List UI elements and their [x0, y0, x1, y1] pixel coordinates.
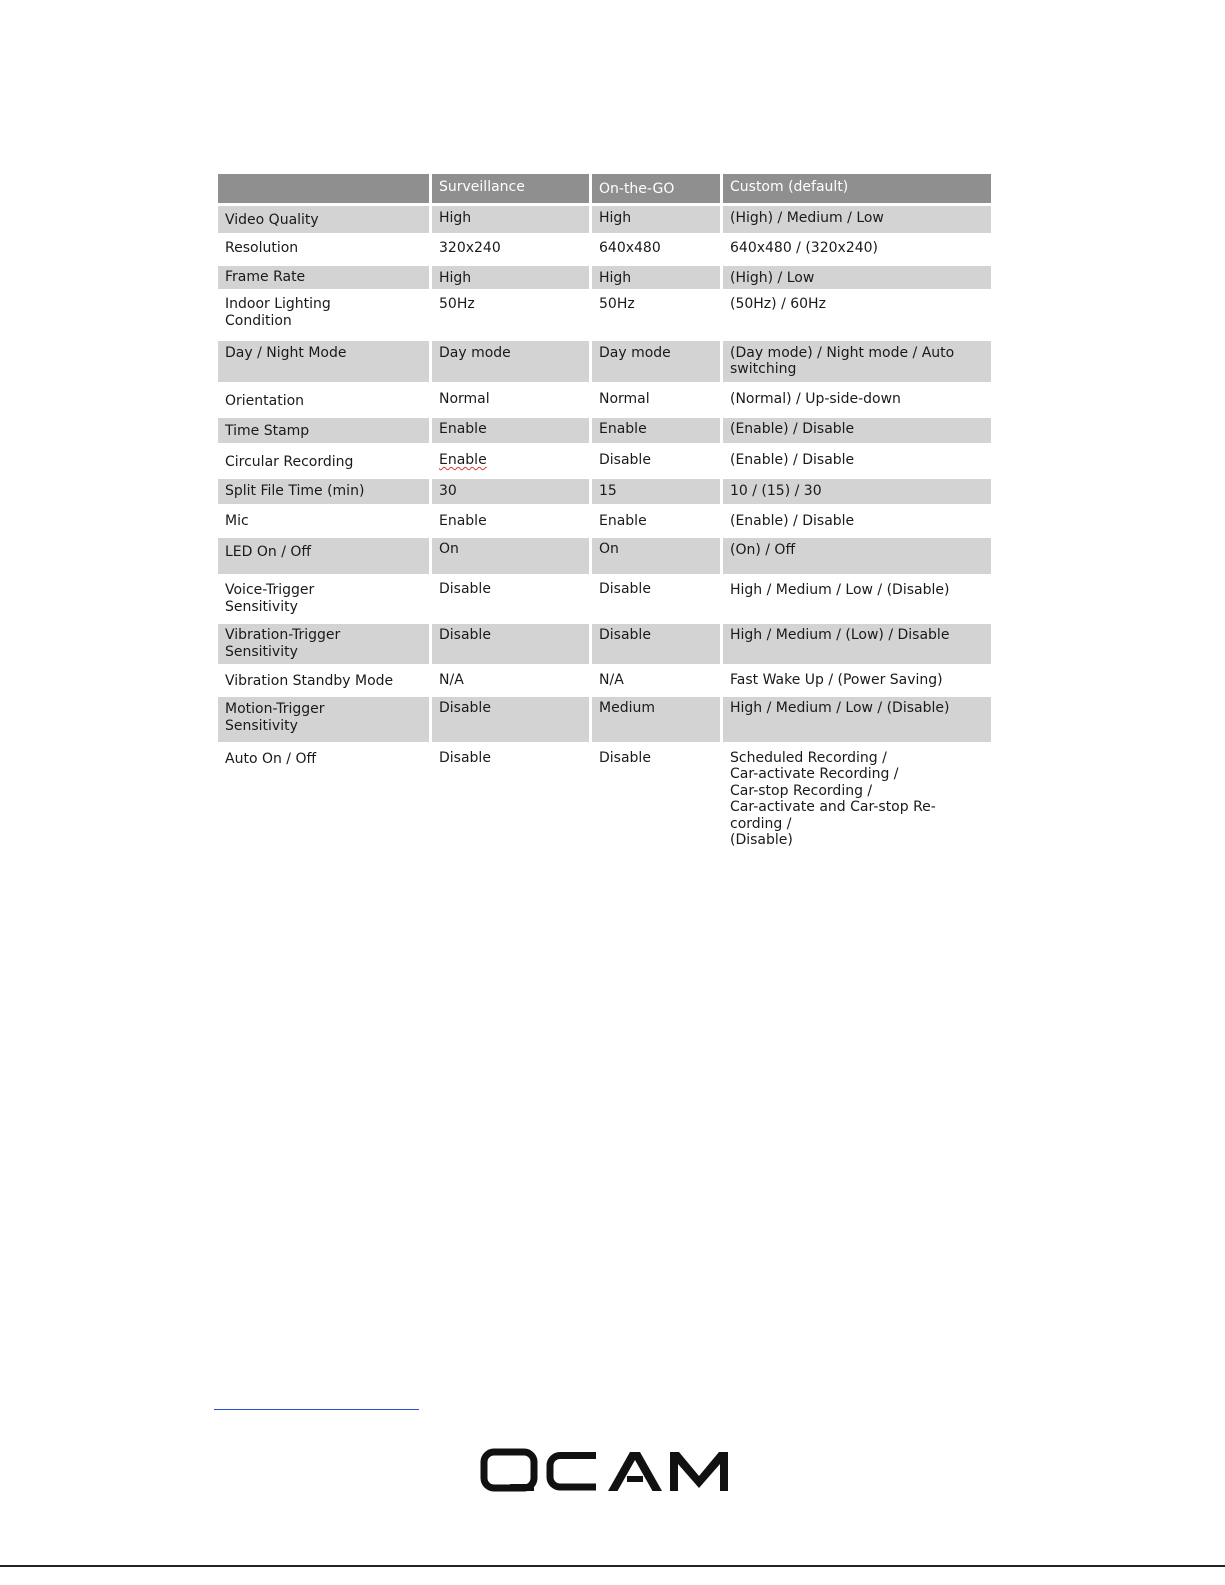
- row-surveillance: Disable: [432, 697, 589, 745]
- row-custom: (High) / Medium / Low: [723, 206, 991, 236]
- row-surveillance: [432, 446, 589, 479]
- row-custom: (50Hz) / 60Hz: [723, 292, 991, 341]
- row-feature: Indoor Lighting Condition: [218, 292, 429, 341]
- row-feature: Day / Night Mode: [218, 341, 429, 385]
- row-custom: Scheduled Recording / Car-activate Recording / Car-stop Recording / Car-activate and Car-stop Re- cording / (Disable): [723, 745, 991, 857]
- row-surveillance: Disable: [432, 577, 589, 624]
- row-on-the-go: Normal: [592, 385, 720, 418]
- row-feature: Frame Rate: [218, 266, 429, 292]
- row-on-the-go: Day mode: [592, 341, 720, 385]
- header-cell-feature: [218, 174, 429, 206]
- header-cell-custom: Custom (default): [723, 174, 991, 206]
- row-feature: Circular Recording: [218, 446, 429, 479]
- spellcheck-underlined-text: Enable: [439, 452, 487, 468]
- row-surveillance: Day mode: [432, 341, 589, 385]
- row-feature: Vibration Standby Mode: [218, 667, 429, 697]
- row-feature: Time Stamp: [218, 418, 429, 446]
- row-feature: Video Quality: [218, 206, 429, 236]
- row-custom: Fast Wake Up / (Power Saving): [723, 667, 991, 697]
- row-custom: High / Medium / Low / (Disable): [723, 697, 991, 745]
- row-custom: High / Medium / Low / (Disable): [723, 577, 991, 624]
- row-surveillance: High: [432, 206, 589, 236]
- row-custom: (Enable) / Disable: [723, 418, 991, 446]
- row-on-the-go: Enable: [592, 507, 720, 538]
- row-on-the-go: Medium: [592, 697, 720, 745]
- page-bottom-border: [0, 1565, 1225, 1567]
- row-surveillance: On: [432, 538, 589, 577]
- row-on-the-go: N/A: [592, 667, 720, 697]
- row-surveillance: Enable: [432, 507, 589, 538]
- row-custom: (Enable) / Disable: [723, 507, 991, 538]
- row-surveillance: Normal: [432, 385, 589, 418]
- header-cell-on-the-go: On-the-GO: [592, 174, 720, 206]
- row-custom: High / Medium / (Low) / Disable: [723, 624, 991, 667]
- row-feature: Vibration-Trigger Sensitivity: [218, 624, 429, 667]
- qcam-logo: [480, 1446, 730, 1496]
- row-feature: LED On / Off: [218, 538, 429, 577]
- row-custom: 10 / (15) / 30: [723, 479, 991, 507]
- row-feature: Split File Time (min): [218, 479, 429, 507]
- row-feature: Mic: [218, 507, 429, 538]
- row-feature: Voice-Trigger Sensitivity: [218, 577, 429, 624]
- row-on-the-go: Disable: [592, 745, 720, 857]
- row-feature: Resolution: [218, 236, 429, 266]
- row-custom: (Day mode) / Night mode / Auto switching: [723, 341, 991, 385]
- row-feature: Orientation: [218, 385, 429, 418]
- row-custom: (High) / Low: [723, 266, 991, 292]
- mode-settings-table: [218, 174, 990, 857]
- row-on-the-go: 15: [592, 479, 720, 507]
- row-on-the-go: Disable: [592, 446, 720, 479]
- footnote-separator: [214, 1409, 419, 1410]
- row-on-the-go: On: [592, 538, 720, 577]
- row-surveillance: 320x240: [432, 236, 589, 266]
- row-on-the-go: 640x480: [592, 236, 720, 266]
- row-custom: (On) / Off: [723, 538, 991, 577]
- row-on-the-go: Disable: [592, 577, 720, 624]
- row-on-the-go: Enable: [592, 418, 720, 446]
- row-on-the-go: 50Hz: [592, 292, 720, 341]
- row-feature: Auto On / Off: [218, 745, 429, 857]
- row-custom: (Enable) / Disable: [723, 446, 991, 479]
- row-feature: Motion-Trigger Sensitivity: [218, 697, 429, 745]
- row-surveillance: High: [432, 266, 589, 292]
- row-surveillance: 30: [432, 479, 589, 507]
- row-surveillance: 50Hz: [432, 292, 589, 341]
- row-custom: (Normal) / Up-side-down: [723, 385, 991, 418]
- header-cell-surveillance: Surveillance: [432, 174, 589, 206]
- row-custom: 640x480 / (320x240): [723, 236, 991, 266]
- row-on-the-go: Disable: [592, 624, 720, 667]
- row-surveillance: N/A: [432, 667, 589, 697]
- row-surveillance: Disable: [432, 745, 589, 857]
- row-on-the-go: High: [592, 266, 720, 292]
- row-surveillance: Enable: [432, 418, 589, 446]
- row-surveillance: Disable: [432, 624, 589, 667]
- row-on-the-go: High: [592, 206, 720, 236]
